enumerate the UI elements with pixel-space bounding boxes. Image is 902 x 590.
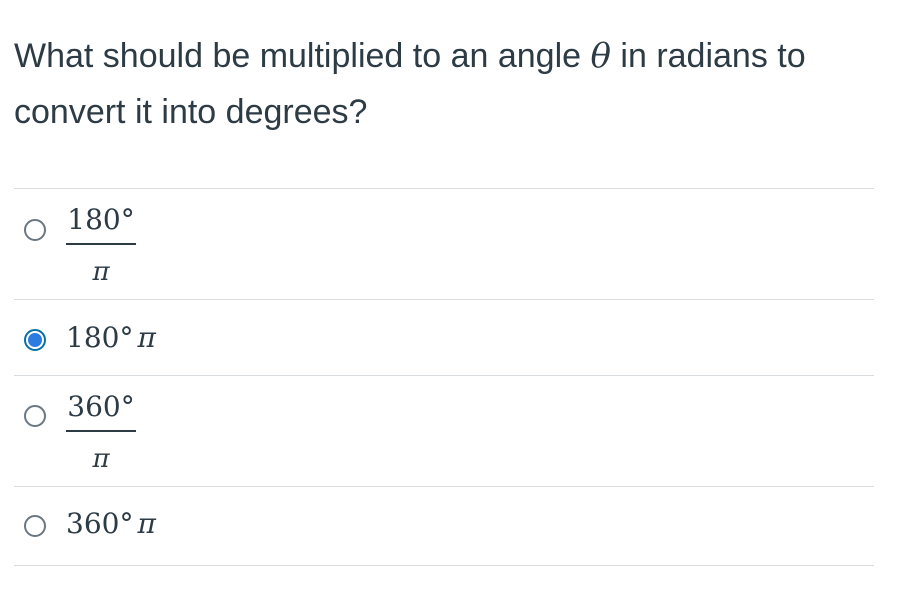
fraction-360-over-pi — [66, 390, 136, 476]
pi-symbol: π — [137, 507, 156, 540]
value-label: 180° — [66, 321, 134, 354]
answer-option-1[interactable] — [14, 188, 874, 299]
value-label: 360° — [66, 507, 134, 540]
radio-button-2[interactable] — [24, 329, 46, 351]
fraction-numerator: 180° — [66, 203, 136, 245]
fraction-numerator: 360° — [66, 390, 136, 432]
radio-button-3[interactable] — [24, 405, 46, 427]
answer-option-2[interactable] — [14, 299, 874, 375]
pi-symbol: π — [137, 321, 156, 354]
question-text-after: in radians to convert it into degrees? — [14, 37, 806, 131]
answer-option-3[interactable] — [14, 375, 874, 486]
answer-option-4[interactable] — [14, 486, 874, 566]
value-360-pi — [66, 507, 156, 541]
question-text — [14, 28, 874, 140]
question-text-before: What should be multiplied to an angle — [14, 37, 591, 75]
value-180-pi — [66, 321, 156, 355]
fraction-180-over-pi — [66, 203, 136, 289]
answer-list — [14, 188, 874, 566]
radio-button-1[interactable] — [24, 219, 46, 241]
fraction-denominator: π — [92, 444, 110, 474]
radio-button-4[interactable] — [24, 515, 46, 537]
fraction-denominator: π — [92, 257, 110, 287]
theta-symbol: θ — [590, 36, 611, 76]
